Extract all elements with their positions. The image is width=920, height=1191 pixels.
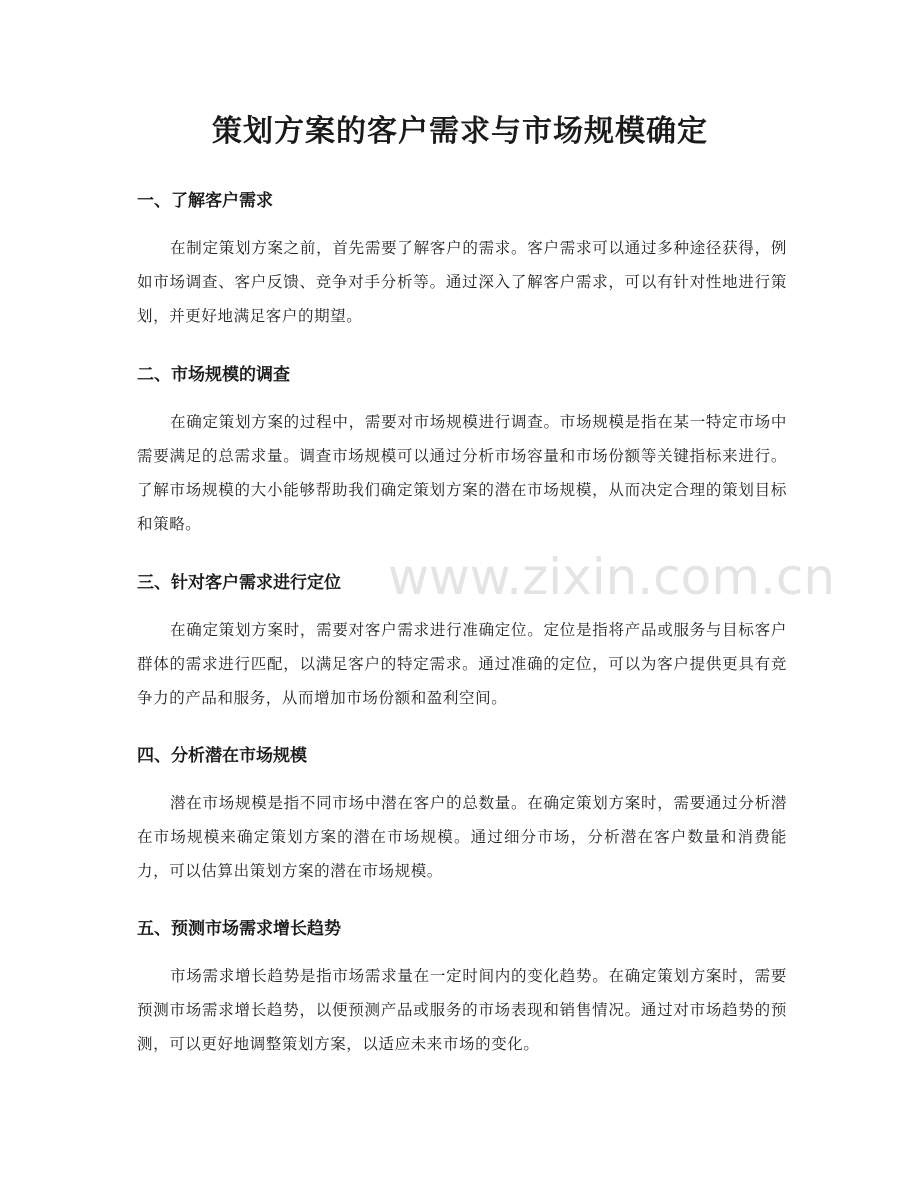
section-3 xyxy=(137,570,787,715)
section-paragraph: 在制定策划方案之前，首先需要了解客户的需求。客户需求可以通过多种途径获得，例如市场调查、客户反馈、竞争对手分析等。通过深入了解客户需求，可以有针对性地进行策划，并更好地满足客户的期望。 xyxy=(137,239,787,325)
section-heading: 五、预测市场需求增长趋势 xyxy=(137,919,341,939)
document-title: 策划方案的客户需求与市场规模确定 xyxy=(212,114,708,149)
section-paragraph: 在确定策划方案时，需要对客户需求进行准确定位。定位是指将产品或服务与目标客户群体的需求进行匹配，以满足客户的特定需求。通过准确的定位，可以为客户提供更具有竞争力的产品和服务，从而增加市场份额和盈利空间。 xyxy=(137,621,787,707)
section-paragraph: 在确定策划方案的过程中，需要对市场规模进行调查。市场规模是指在某一特定市场中需要满足的总需求量。调查市场规模可以通过分析市场容量和市场份额等关键指标来进行。了解市场规模的大小能够帮助我们确定策划方案的潜在市场规模，从而决定合理的策划目标和策略。 xyxy=(137,413,787,533)
section-1 xyxy=(137,188,787,333)
section-2 xyxy=(137,362,787,541)
section-4 xyxy=(137,743,787,888)
section-heading: 一、了解客户需求 xyxy=(137,191,273,211)
section-paragraph: 市场需求增长趋势是指市场需求量在一定时间内的变化趋势。在确定策划方案时，需要预测市场需求增长趋势，以便预测产品或服务的市场表现和销售情况。通过对市场趋势的预测，可以更好地调整策划方案，以适应未来市场的变化。 xyxy=(137,967,787,1053)
watermark: www.zixin.com.cn xyxy=(388,548,836,606)
section-heading: 二、市场规模的调查 xyxy=(137,365,290,385)
section-paragraph: 潜在市场规模是指不同市场中潜在客户的总数量。在确定策划方案时，需要通过分析潜在市场规模来确定策划方案的潜在市场规模。通过细分市场，分析潜在客户数量和消费能力，可以估算出策划方案的潜在市场规模。 xyxy=(137,794,787,880)
section-heading: 三、针对客户需求进行定位 xyxy=(137,573,341,593)
section-5 xyxy=(137,916,787,1061)
section-heading: 四、分析潜在市场规模 xyxy=(137,746,307,766)
